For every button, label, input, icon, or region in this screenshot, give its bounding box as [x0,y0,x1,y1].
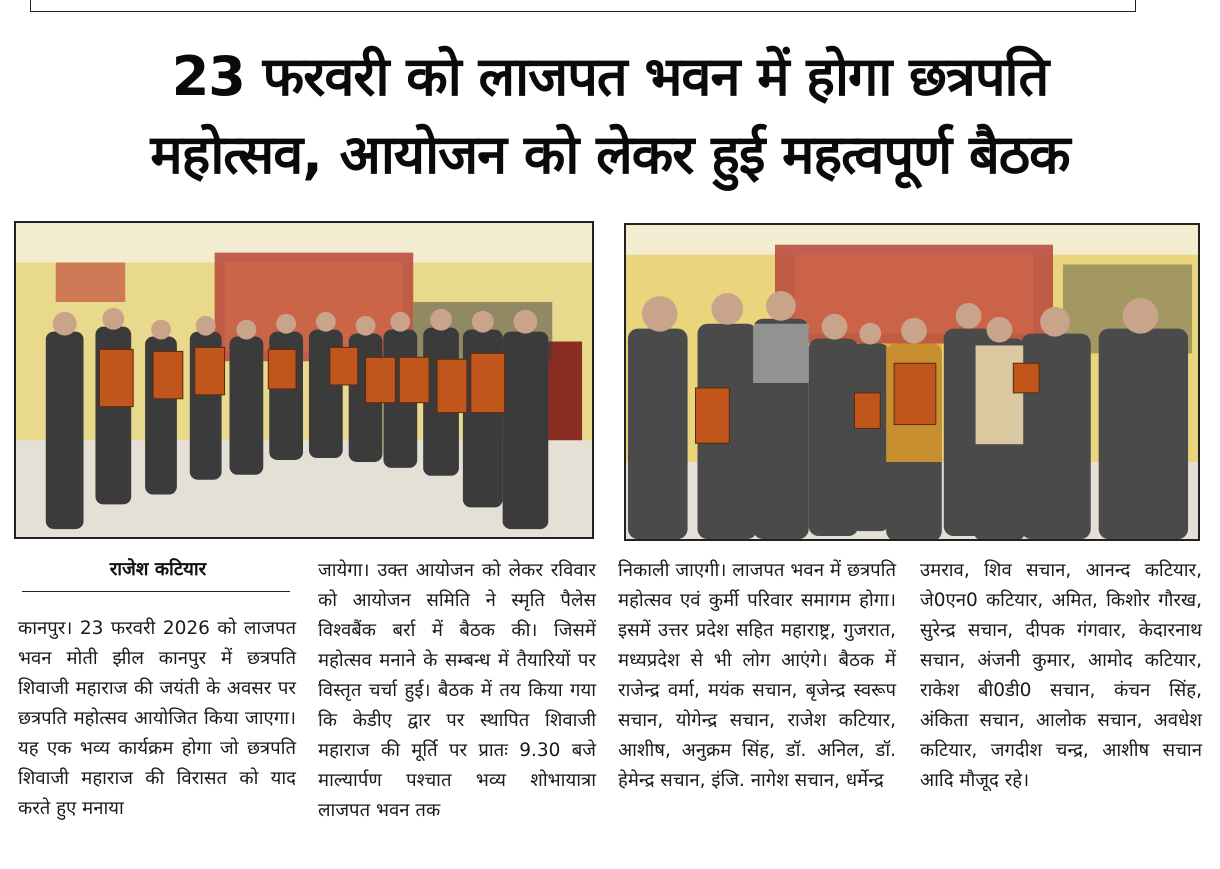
byline: राजेश कटियार [109,559,207,580]
text-column-3 [618,556,896,796]
photo-group-left-image [16,223,592,537]
text-column-1 [18,614,296,824]
headline-line-1: 23 फरवरी को लाजपत भवन में होगा छत्रपति [171,45,1049,108]
headline-line-2: महोत्सव, आयोजन को लेकर हुई महत्वपूर्ण बैठक [150,123,1070,186]
column-3-text: निकाली जाएगी। लाजपत भवन में छत्रपति महोत्सव एवं कुर्मी परिवार समागम होगा। इसमें उत्तर प्रदेश सहित महाराष्ट्र, गुजरात, मध्यप्रदेश से भी लोग आएंगे। बैठक में राजेन्द्र वर्मा, मयंक सचान, बृजेन्द्र स्वरूप सचान, योगेन्द्र सचान, राजेश कटियार, आशीष, अनुक्रम सिंह, डॉ. अनिल, डॉ. हेमेन्द्र सचान, इंजि. नागेश सचान, धर्मेन्द्र [618,560,896,791]
byline-rule [22,591,290,592]
headline [0,38,1220,194]
column-1-text: कानपुर। 23 फरवरी 2026 को लाजपत भवन मोती झील कानपुर में छत्रपति शिवाजी महाराज की जयंती के अवसर पर छत्रपति महोत्सव आयोजित किया जाएगा। यह एक भव्य कार्यक्रम होगा जो छत्रपति शिवाजी महाराज की विरासत को याद करते हुए मनाया [18,618,296,819]
top-header-box [30,0,1136,12]
column-4-text: उमराव, शिव सचान, आनन्द कटियार, जे0एन0 कटियार, अमित, किशोर गौरख, सुरेन्द्र सचान, दीपक गंगवार, केदारनाथ सचान, अंजनी कुमार, आमोद कटियार, राकेश बी0डी0 सचान, कंचन सिंह, अंकिता सचान, आलोक सचान, अवधेश कटियार, जगदीश चन्द्र, आशीष सचान आदि मौजूद रहे। [920,560,1202,791]
photo-group-right [624,223,1200,541]
photo-group-right-image [626,225,1198,539]
photo-group-left [14,221,594,539]
text-column-4 [920,556,1202,796]
column-2-text: जायेगा। उक्त आयोजन को लेकर रविवार को आयोजन समिति ने स्मृति पैलेस विश्वबैंक बर्रा में बैठक की। जिसमें महोत्सव मनाने के सम्बन्ध में तैयारियों पर विस्तृत चर्चा हुई। बैठक में तय किया गया कि केडीए द्वार पर स्थापित शिवाजी महाराज की मूर्ति पर प्रातः 9.30 बजे माल्यार्पण पश्चात भव्य शोभायात्रा लाजपत भवन तक [318,560,596,821]
text-column-2 [318,556,596,826]
